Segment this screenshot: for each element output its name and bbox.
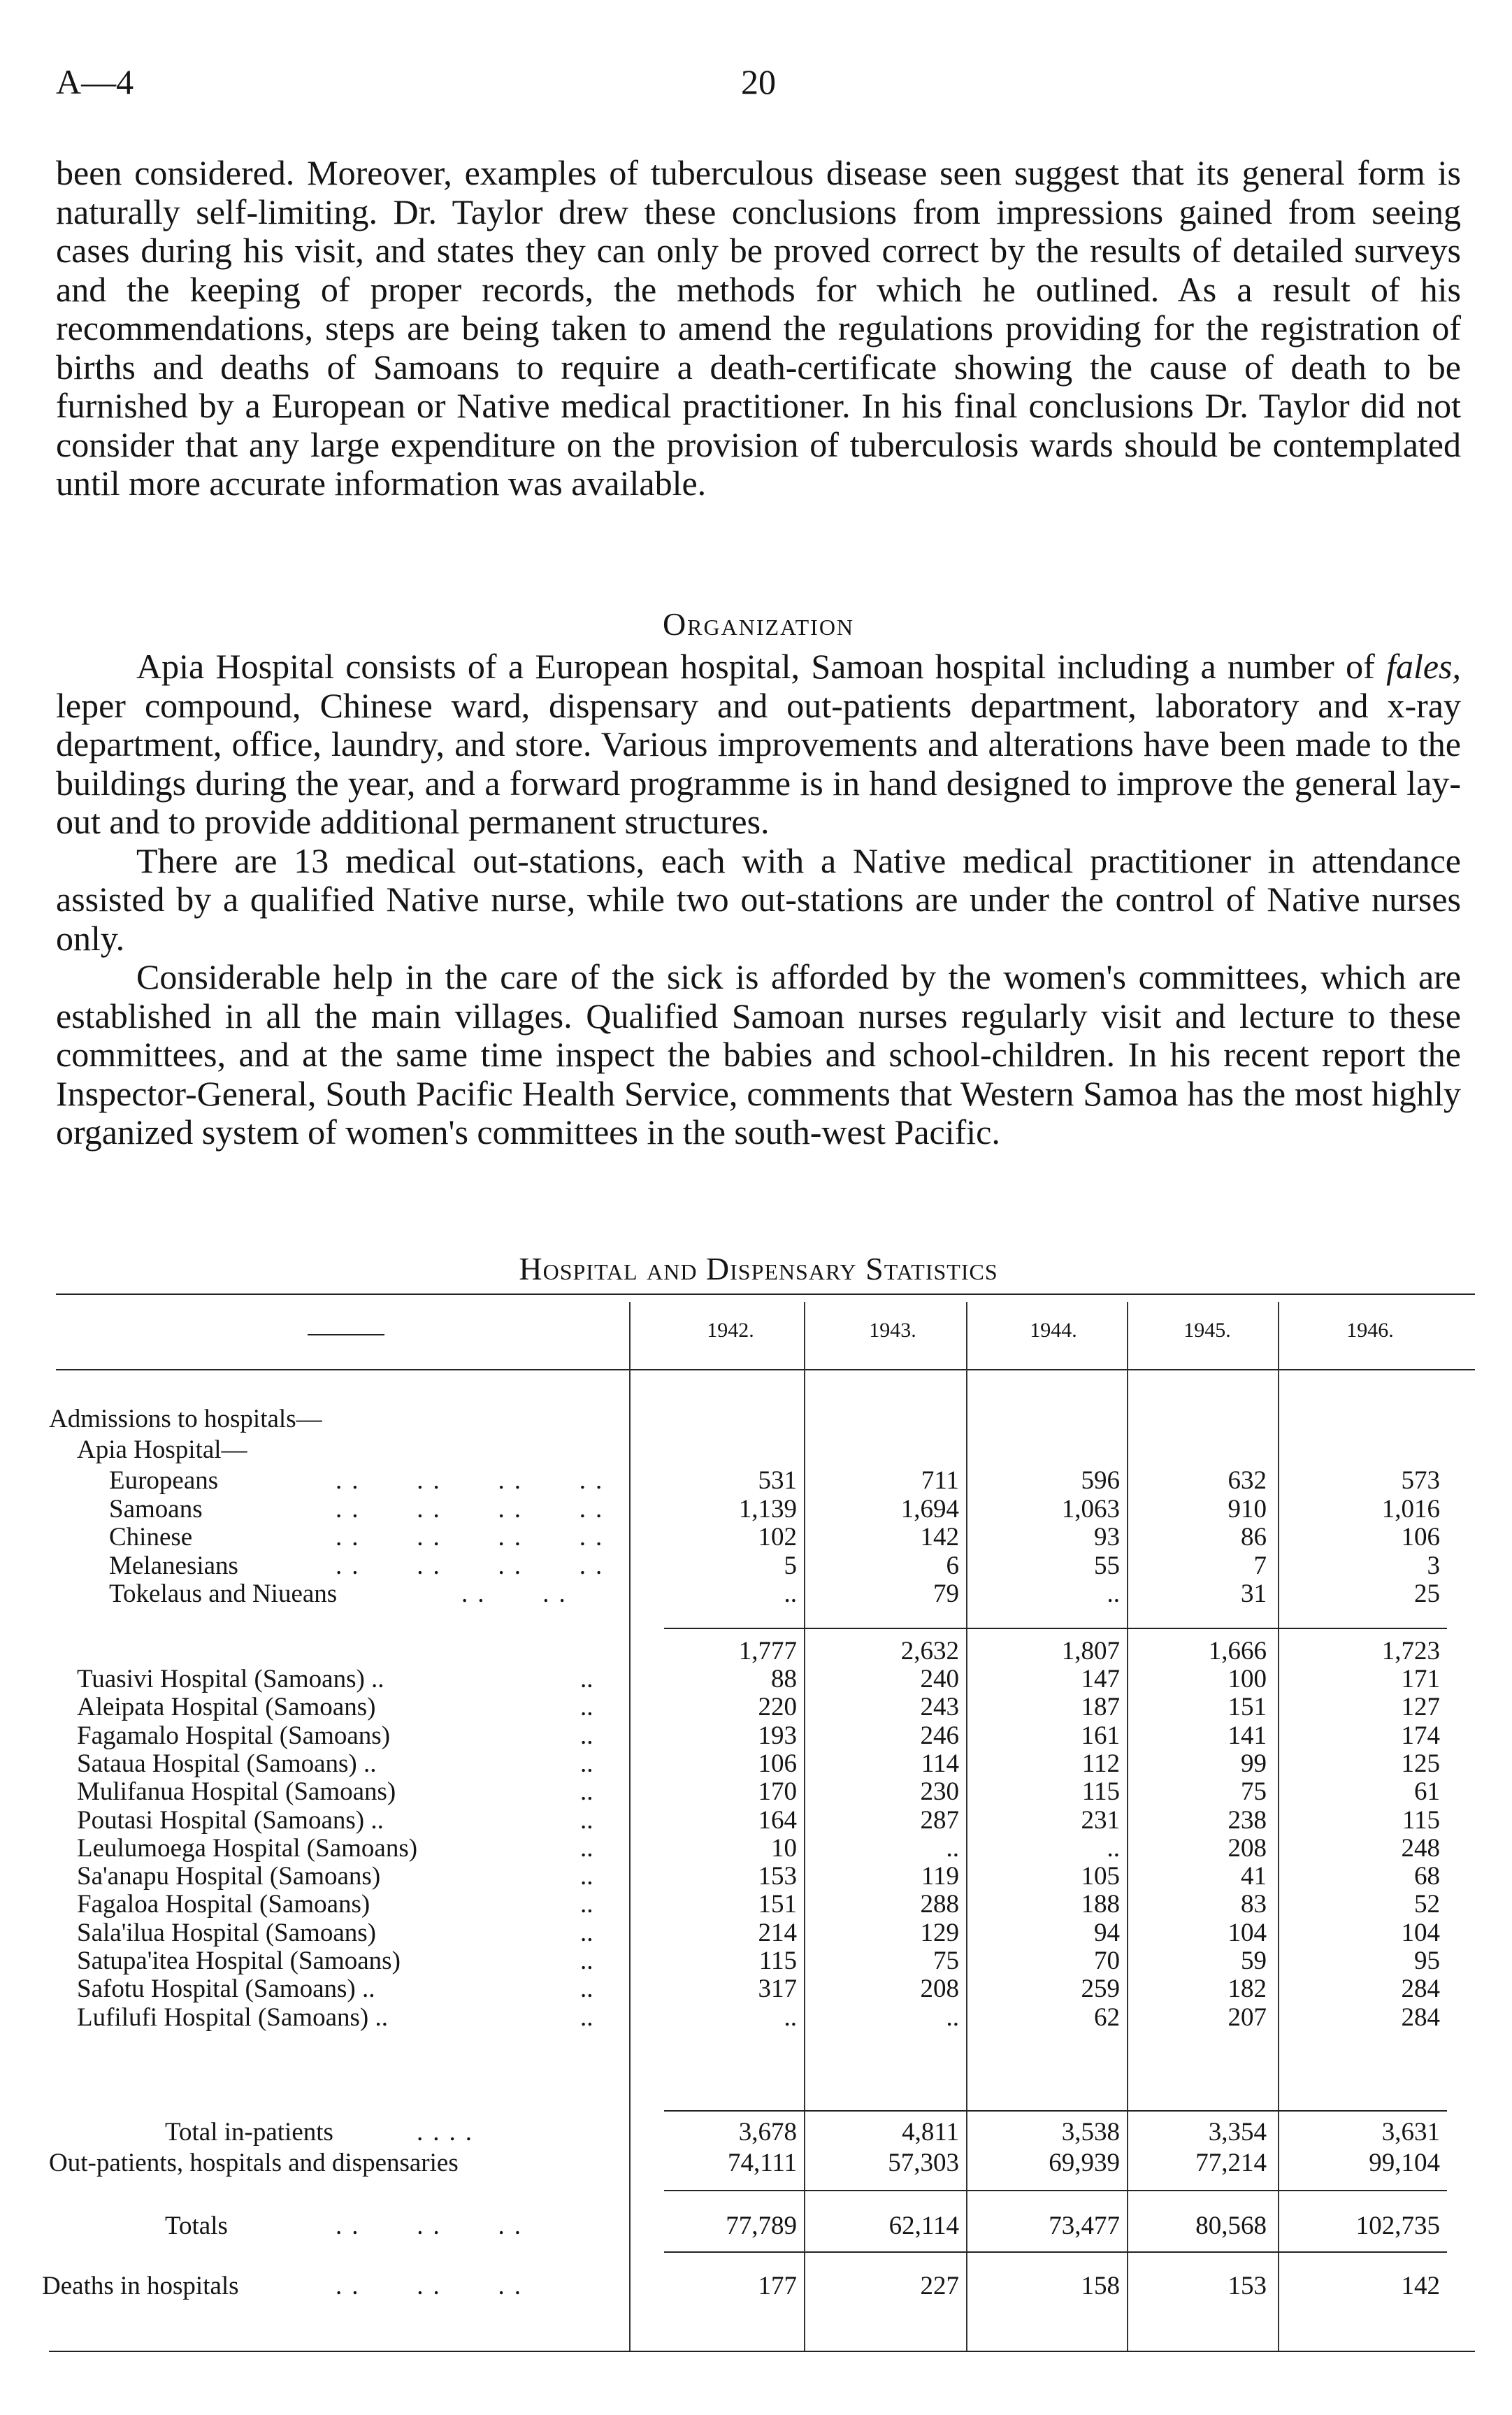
para1-start: Apia Hospital consists of a European hospital, Samoan hospital including a number of: [136, 647, 1387, 686]
table-cell: 100: [1227, 1665, 1267, 1693]
table-cell: 246: [920, 1721, 959, 1750]
table-cell: 632: [1227, 1466, 1267, 1495]
table-cell: 77,214: [1195, 2149, 1267, 2177]
table-cell: 187: [1081, 1693, 1120, 1722]
row-label: Melanesians: [109, 1551, 238, 1580]
table-cell: 104: [1227, 1918, 1267, 1947]
inpatients-rule: [664, 2110, 1447, 2112]
year-header-1943: 1943.: [869, 1319, 916, 1342]
table-cell: 142: [1401, 2272, 1440, 2300]
table-cell: 52: [1414, 1890, 1440, 1919]
table-cell: 4,811: [902, 2118, 959, 2147]
table-cell: 142: [920, 1523, 959, 1552]
year-header-1944: 1944.: [1030, 1319, 1077, 1342]
section-heading-text: Organization: [662, 606, 855, 642]
row-label: Poutasi Hospital (Samoans) ..: [77, 1805, 384, 1835]
table-cell: 230: [920, 1777, 959, 1807]
table-cell: 86: [1241, 1523, 1267, 1552]
table-cell: 284: [1401, 1975, 1440, 2004]
table-cell: 69,939: [1049, 2149, 1120, 2177]
row-label: Mulifanua Hospital (Samoans): [77, 1777, 396, 1807]
table-cell: 214: [758, 1918, 797, 1947]
para1-end: leper compound, Chinese ward, dispensary and out-patients department, laboratory and x-ray department, office, laundry, and store. Various improvements and alterations have been made to the buildings during the year, and a forward programme is in hand designed to improve the general lay-out and to provide additional permanent structures.: [56, 685, 1461, 841]
table-cell: 95: [1414, 1947, 1440, 1975]
table-cell: 208: [920, 1975, 959, 2004]
row-label: Sala'ilua Hospital (Samoans): [77, 1918, 376, 1947]
table-cell: 231: [1081, 1805, 1120, 1835]
totals-label: Totals: [165, 2212, 228, 2240]
row-label: Tokelaus and Niueans: [109, 1579, 338, 1608]
table-cell: 3,631: [1381, 2118, 1440, 2147]
table-cell: 106: [758, 1749, 797, 1778]
row-label: Sataua Hospital (Samoans) ..: [77, 1749, 377, 1778]
stub-header-dash: [308, 1334, 384, 1335]
hospital-statistics-table: [42, 1294, 1475, 2384]
table-cell: 188: [1081, 1890, 1120, 1919]
table-cell: 80,568: [1195, 2212, 1267, 2240]
table-cell: 93: [1094, 1523, 1120, 1552]
leader-dots: ..: [580, 1833, 593, 1863]
table-cell: 119: [921, 1862, 959, 1891]
leader-dots: ..: [580, 1693, 593, 1722]
table-cell: 3,678: [738, 2118, 797, 2147]
year-header-1945: 1945.: [1183, 1319, 1231, 1342]
table-cell: ..: [1107, 1833, 1120, 1863]
leader-dots: ..: [580, 1862, 593, 1891]
table-cell: 3: [1427, 1551, 1440, 1580]
table-cell: ..: [784, 2002, 797, 2032]
table-cell: 284: [1401, 2002, 1440, 2032]
leader-dots: ..: [580, 1721, 593, 1750]
para1-italic-fales: fales,: [1386, 647, 1461, 686]
table-cell: 164: [758, 1805, 797, 1835]
row-label: Chinese: [109, 1523, 193, 1552]
table-cell: 243: [920, 1693, 959, 1722]
table-cell: 1,139: [738, 1494, 797, 1524]
table-cell: 3,538: [1061, 2118, 1120, 2147]
table-cell: 102,735: [1355, 2212, 1440, 2240]
table-cell: 61: [1414, 1777, 1440, 1807]
table-cell: 106: [1401, 1523, 1440, 1552]
section-heading-organization: [56, 605, 1461, 643]
totals-top-rule: [664, 2190, 1447, 2191]
table-cell: 227: [920, 2272, 959, 2300]
table-cell: ..: [946, 1833, 959, 1863]
table-cell: 55: [1094, 1551, 1120, 1580]
table-top-rule: [56, 1294, 1475, 1295]
table-cell: 77,789: [726, 2212, 797, 2240]
page-code: A—4: [56, 62, 134, 101]
table-cell: 170: [758, 1777, 797, 1807]
leader-dots: .. .. .. ..: [336, 1551, 612, 1580]
table-cell: 193: [758, 1721, 797, 1750]
table-cell: 1,666: [1208, 1637, 1267, 1665]
table-cell: 171: [1401, 1665, 1440, 1693]
leader-dots: ..: [580, 1947, 593, 1975]
table-cell: 73,477: [1049, 2212, 1120, 2240]
row-label: Safotu Hospital (Samoans) ..: [77, 1975, 375, 2004]
table-cell: 59: [1241, 1947, 1267, 1975]
table-title-text: Hospital and Dispensary Statistics: [519, 1251, 998, 1287]
table-cell: 57,303: [888, 2149, 959, 2177]
leader-dots: .. .. ..: [336, 2212, 531, 2240]
apia-heading: Apia Hospital—: [77, 1435, 247, 1464]
row-label: Europeans: [109, 1466, 219, 1495]
table-title: [56, 1250, 1461, 1287]
table-cell: ..: [946, 2002, 959, 2032]
leader-dots: .. .. .. ..: [336, 1523, 612, 1552]
table-cell: 317: [758, 1975, 797, 2004]
table-cell: 174: [1401, 1721, 1440, 1750]
table-cell: 83: [1241, 1890, 1267, 1919]
row-label: Lufilufi Hospital (Samoans) ..: [77, 2002, 388, 2032]
table-cell: 127: [1401, 1693, 1440, 1722]
table-cell: 177: [758, 2272, 797, 2300]
row-label: Satupa'itea Hospital (Samoans): [77, 1947, 401, 1975]
table-cell: 3,354: [1208, 2118, 1267, 2147]
table-cell: 75: [1241, 1777, 1267, 1807]
column-separator: [629, 1302, 631, 2351]
table-cell: 114: [921, 1749, 959, 1778]
table-cell: 62,114: [888, 2212, 959, 2240]
page-header: [56, 62, 1461, 110]
table-cell: 596: [1081, 1466, 1120, 1495]
leader-dots: ..: [580, 1805, 593, 1835]
year-header-1946: 1946.: [1346, 1319, 1394, 1342]
table-cell: 94: [1094, 1918, 1120, 1947]
table-cell: 161: [1081, 1721, 1120, 1750]
table-cell: 88: [771, 1665, 797, 1693]
table-cell: 147: [1081, 1665, 1120, 1693]
table-cell: 1,016: [1381, 1494, 1440, 1524]
column-separator: [1278, 1302, 1279, 2351]
table-cell: 208: [1227, 1833, 1267, 1863]
table-cell: 711: [921, 1466, 959, 1495]
column-separator: [804, 1302, 805, 2351]
column-separator: [1127, 1302, 1128, 2351]
leader-dots: .. .. .. ..: [336, 1466, 612, 1495]
table-cell: 288: [920, 1890, 959, 1919]
subtotal-rule: [664, 1628, 1447, 1629]
deaths-label: Deaths in hospitals: [42, 2272, 239, 2300]
table-cell: 25: [1414, 1579, 1440, 1608]
table-cell: 102: [758, 1523, 797, 1552]
table-cell: 1,063: [1061, 1494, 1120, 1524]
table-cell: 207: [1227, 2002, 1267, 2032]
table-cell: 31: [1241, 1579, 1267, 1608]
table-cell: 112: [1081, 1749, 1120, 1778]
table-cell: 115: [1081, 1777, 1120, 1807]
table-cell: ..: [784, 1579, 797, 1608]
leader-dots: ..: [580, 1777, 593, 1807]
table-cell: 99: [1241, 1749, 1267, 1778]
table-cell: ..: [1107, 1579, 1120, 1608]
organization-paragraph-3: Considerable help in the care of the sick is afforded by the women's committees, which are established in all the main villages. Qualified Samoan nurses regularly visit and lecture to these committees, and at the same time inspect the babies and school-children. In his recent report the Inspector-General, South Pacific Health Service, comments that Western Samoa has the most highly organized system of women's committees in the south-west Pacific.: [56, 957, 1461, 1152]
admissions-heading: Admissions to hospitals—: [49, 1405, 322, 1433]
row-label: Fagaloa Hospital (Samoans): [77, 1890, 370, 1919]
leader-dots: ..: [580, 1890, 593, 1919]
table-cell: 287: [920, 1805, 959, 1835]
table-cell: 70: [1094, 1947, 1120, 1975]
table-cell: 141: [1227, 1721, 1267, 1750]
table-cell: 259: [1081, 1975, 1120, 2004]
table-cell: 99,104: [1369, 2149, 1440, 2177]
table-cell: 151: [1227, 1693, 1267, 1722]
table-cell: 125: [1401, 1749, 1440, 1778]
organization-paragraph-2: There are 13 medical out-stations, each with a Native medical practitioner in attendance assisted by a qualified Native nurse, while two out-stations are under the control of Native nurses only.: [56, 840, 1461, 958]
table-cell: 238: [1227, 1805, 1267, 1835]
table-cell: 1,723: [1381, 1637, 1440, 1665]
leader-dots: ..: [580, 1749, 593, 1778]
paragraph-continued: been considered. Moreover, examples of tuberculous disease seen suggest that its general form is naturally self-limiting. Dr. Taylor drew these conclusions from impressions gained from seeing cases during his visit, and states they can only be proved correct by the results of detailed surveys and the keeping of proper records, the methods for which he outlined. As a result of his recommendations, steps are being taken to amend the regulations providing for the registration of births and deaths of Samoans to require a death-certificate showing the cause of death to be furnished by a European or Native medical practitioner. In his final conclusions Dr. Taylor did not consider that any large expenditure on the provision of tuberculosis wards should be contemplated until more accurate information was available.: [56, 153, 1461, 503]
table-cell: 531: [758, 1466, 797, 1495]
table-cell: 2,632: [900, 1637, 959, 1665]
table-cell: 573: [1401, 1466, 1440, 1495]
table-cell: 182: [1227, 1975, 1267, 2004]
table-header-rule: [56, 1369, 1475, 1370]
table-cell: 74,111: [727, 2149, 797, 2177]
totals-bottom-rule: [664, 2251, 1447, 2253]
leader-dots: ..: [580, 1918, 593, 1947]
row-label: Leulumoega Hospital (Samoans): [77, 1833, 418, 1863]
table-cell: 10: [771, 1833, 797, 1863]
leader-dots: ..: [580, 2002, 593, 2032]
table-cell: 7: [1253, 1551, 1267, 1580]
table-bottom-rule: [49, 2351, 1475, 2352]
table-cell: 129: [920, 1918, 959, 1947]
table-cell: 158: [1081, 2272, 1120, 2300]
leader-dots: ..: [580, 1975, 593, 2004]
table-cell: 151: [758, 1890, 797, 1919]
table-cell: 115: [758, 1947, 797, 1975]
table-cell: 68: [1414, 1862, 1440, 1891]
leader-dots: ....: [417, 2118, 482, 2147]
outpatients-label: Out-patients, hospitals and dispensaries: [49, 2149, 459, 2177]
intro-paragraph: [56, 154, 1461, 503]
table-cell: 910: [1227, 1494, 1267, 1524]
leader-dots: .. .. ..: [336, 2272, 531, 2300]
row-label: Sa'anapu Hospital (Samoans): [77, 1862, 381, 1891]
leader-dots: ..: [580, 1665, 593, 1693]
table-cell: 41: [1241, 1862, 1267, 1891]
leader-dots: .. ..: [461, 1579, 575, 1608]
organization-body: [56, 647, 1461, 1152]
table-cell: 248: [1401, 1833, 1440, 1863]
column-separator: [966, 1302, 967, 2351]
table-cell: 153: [1227, 2272, 1267, 2300]
table-cell: 1,777: [738, 1637, 797, 1665]
table-cell: 1,807: [1061, 1637, 1120, 1665]
table-cell: 75: [933, 1947, 959, 1975]
table-cell: 105: [1081, 1862, 1120, 1891]
total-inpatients-label: Total in-patients: [165, 2118, 333, 2147]
table-cell: 220: [758, 1693, 797, 1722]
row-label: Fagamalo Hospital (Samoans): [77, 1721, 391, 1750]
leader-dots: .. .. .. ..: [336, 1494, 612, 1524]
page-number: 20: [741, 62, 776, 101]
table-cell: 6: [946, 1551, 959, 1580]
table-cell: 115: [1402, 1805, 1440, 1835]
row-label: Tuasivi Hospital (Samoans) ..: [77, 1665, 384, 1693]
table-cell: 62: [1094, 2002, 1120, 2032]
year-header-1942: 1942.: [707, 1319, 754, 1342]
table-cell: 153: [758, 1862, 797, 1891]
table-cell: 1,694: [900, 1494, 959, 1524]
table-cell: 79: [933, 1579, 959, 1608]
organization-paragraph-1: [56, 647, 1461, 842]
row-label: Aleipata Hospital (Samoans): [77, 1693, 376, 1722]
table-cell: 240: [920, 1665, 959, 1693]
table-cell: 5: [784, 1551, 797, 1580]
row-label: Samoans: [109, 1494, 203, 1524]
table-cell: 104: [1401, 1918, 1440, 1947]
